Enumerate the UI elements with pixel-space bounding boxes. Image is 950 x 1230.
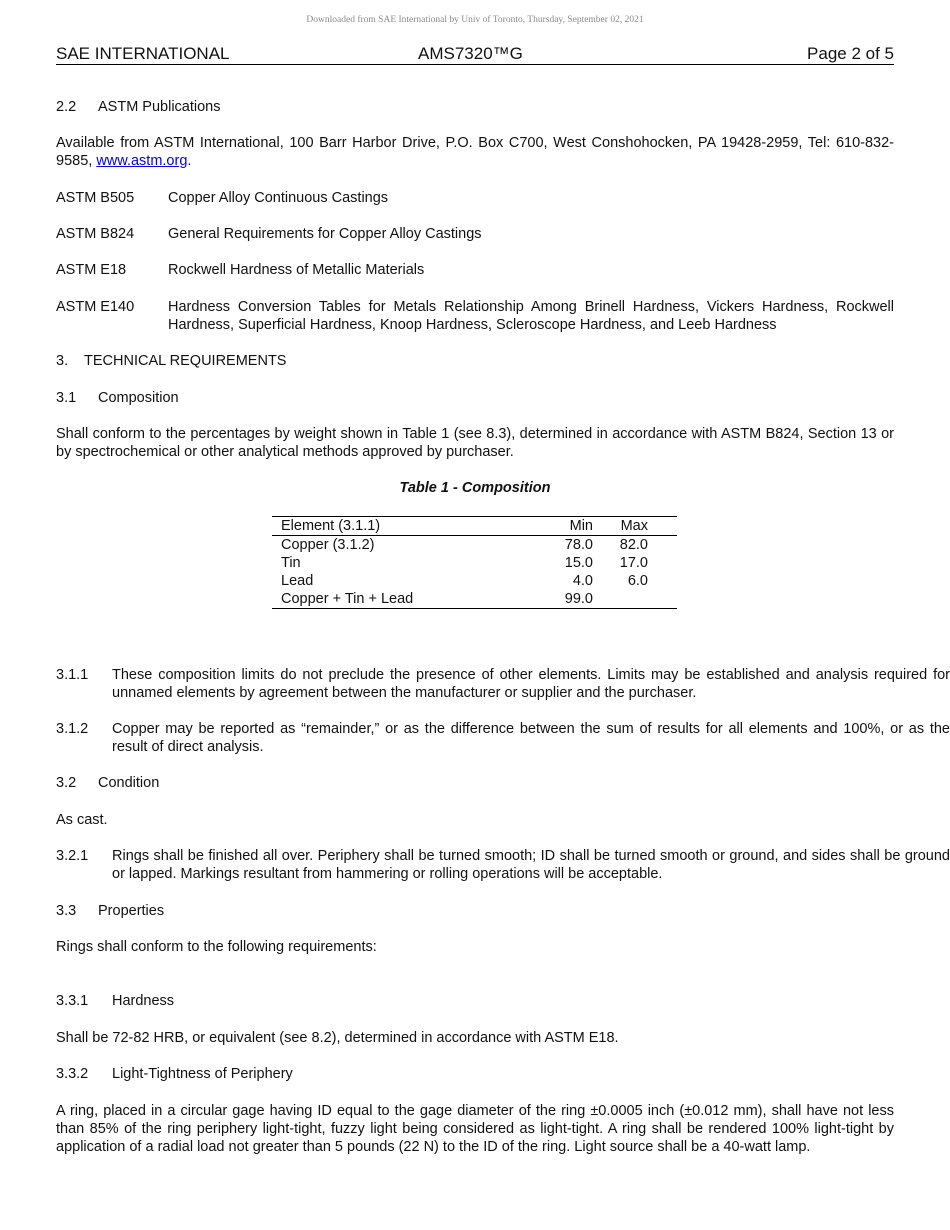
section-3-3-2-heading <box>56 1065 950 1083</box>
section-3-2-heading <box>56 774 936 792</box>
section-text: These composition limits do not preclude the presence of other elements. Limits may be established and analysis required for unnamed elements by agreement between the manufacturer or supplier and the purchaser. <box>112 667 950 701</box>
reference-title: Hardness Conversion Tables for Metals Relationship Among Brinell Hardness, Vickers Hardness, Rockwell Hardness, Superficial Hardness, Knoop Hardness, Scleroscope Hardness, and Leeb Hardness <box>168 299 894 333</box>
availability-text: Available from ASTM International, 100 Barr Harbor Drive, P.O. Box C700, West Conshohocken, PA 19428-2959, Tel: 610-832-9585, <box>56 135 894 169</box>
table-title: Table 1 - Composition <box>399 480 551 496</box>
header-page-number: Page 2 of 5 <box>807 44 894 63</box>
reference-item <box>56 225 894 243</box>
section-number: 3.1.1 <box>56 667 89 683</box>
section-text: Rings shall be finished all over. Periphery shall be turned smooth; ID shall be turned smooth or ground, and sides shall be ground or lapped. Markings resultant from hammering or rolling operations will be acceptable. <box>112 848 950 882</box>
section-number: 3.3 <box>56 903 77 919</box>
reference-title: Copper Alloy Continuous Castings <box>168 190 389 206</box>
properties-text: Rings shall conform to the following requirements: <box>56 939 377 955</box>
cell-element: Tin <box>281 555 301 571</box>
cell-max <box>593 590 677 609</box>
section-number: 3.2 <box>56 775 77 791</box>
cell-element: Copper (3.1.2) <box>281 537 375 553</box>
column-header-element: Element (3.1.1) <box>272 517 531 536</box>
table-row <box>272 554 677 572</box>
reference-code: ASTM E18 <box>56 262 127 278</box>
astm-availability-paragraph <box>56 134 894 170</box>
reference-item <box>56 189 894 207</box>
section-number: 3.1.2 <box>56 721 89 737</box>
composition-paragraph: Shall conform to the percentages by weight shown in Table 1 (see 8.3), determined in accordance with ASTM B824, Section 13 or by spectrochemical or other analytical methods approved by purchaser. <box>56 426 894 460</box>
header-org: SAE INTERNATIONAL <box>56 44 230 63</box>
cell-max: 82.0 <box>619 537 648 553</box>
astm-website-link[interactable]: www.astm.org <box>96 153 188 169</box>
header-doc-number: AMS7320™G <box>418 44 523 63</box>
section-number: 3.2.1 <box>56 848 89 864</box>
cell-min: 15.0 <box>564 555 593 571</box>
section-title: TECHNICAL REQUIREMENTS <box>84 353 287 369</box>
section-3-1-1 <box>56 666 950 702</box>
cell-min: 4.0 <box>572 573 593 589</box>
section-title: Light-Tightness of Periphery <box>112 1066 293 1082</box>
condition-text: As cast. <box>56 812 108 828</box>
section-title: Composition <box>98 390 179 406</box>
cell-min: 78.0 <box>564 537 593 553</box>
reference-title: Rockwell Hardness of Metallic Materials <box>168 262 425 278</box>
section-3-2-1 <box>56 847 950 883</box>
composition-table <box>272 516 677 609</box>
section-2-2-heading <box>56 98 936 116</box>
section-3-1-heading <box>56 389 936 407</box>
cell-max: 17.0 <box>619 555 648 571</box>
column-header-min: Min <box>531 517 593 536</box>
reference-item <box>56 298 894 334</box>
table-header-row <box>272 517 677 536</box>
section-title: Properties <box>98 903 165 919</box>
column-header-max: Max <box>593 517 677 536</box>
reference-item <box>56 261 894 279</box>
section-number: 3. <box>56 353 69 369</box>
availability-trailing: . <box>187 153 192 169</box>
reference-code: ASTM B824 <box>56 226 135 242</box>
table-row <box>272 590 677 609</box>
hardness-text: Shall be 72-82 HRB, or equivalent (see 8.2), determined in accordance with ASTM E18. <box>56 1030 619 1046</box>
download-notice: Downloaded from SAE International by Univ of Toronto, Thursday, September 02, 2021 <box>306 15 644 25</box>
section-3-3-heading <box>56 902 936 920</box>
section-number: 3.3.2 <box>56 1066 89 1082</box>
section-3-3-1-heading <box>56 992 950 1010</box>
cell-element: Lead <box>281 573 314 589</box>
page-header <box>56 44 894 65</box>
table-row <box>272 536 677 555</box>
section-text: Copper may be reported as “remainder,” or as the difference between the sum of results for all elements and 100%, or as the result of direct analysis. <box>112 721 950 755</box>
section-number: 3.3.1 <box>56 993 89 1009</box>
reference-code: ASTM B505 <box>56 190 135 206</box>
section-title: Hardness <box>112 993 175 1009</box>
cell-element: Copper + Tin + Lead <box>281 591 414 607</box>
section-title: Condition <box>98 775 160 791</box>
table-row <box>272 572 677 590</box>
section-3-heading <box>56 352 922 370</box>
section-3-1-2 <box>56 720 950 756</box>
light-tightness-text: A ring, placed in a circular gage having ID equal to the gage diameter of the ring ±0.0005 inch (±0.012 mm), shall have not less than 85% of the ring periphery light-tight, fuzzy light being considered as light-tight. A ring shall be rendered 100% light-tight by application of a radial load not greater than 5 pounds (22 N) to the ID of the ring. Light source shall be a 40-watt lamp. <box>56 1103 894 1155</box>
reference-code: ASTM E140 <box>56 299 135 315</box>
cell-max: 6.0 <box>627 573 648 589</box>
section-number: 2.2 <box>56 99 77 115</box>
cell-min: 99.0 <box>564 591 593 607</box>
section-number: 3.1 <box>56 390 77 406</box>
section-title: ASTM Publications <box>98 99 221 115</box>
reference-title: General Requirements for Copper Alloy Castings <box>168 226 482 242</box>
